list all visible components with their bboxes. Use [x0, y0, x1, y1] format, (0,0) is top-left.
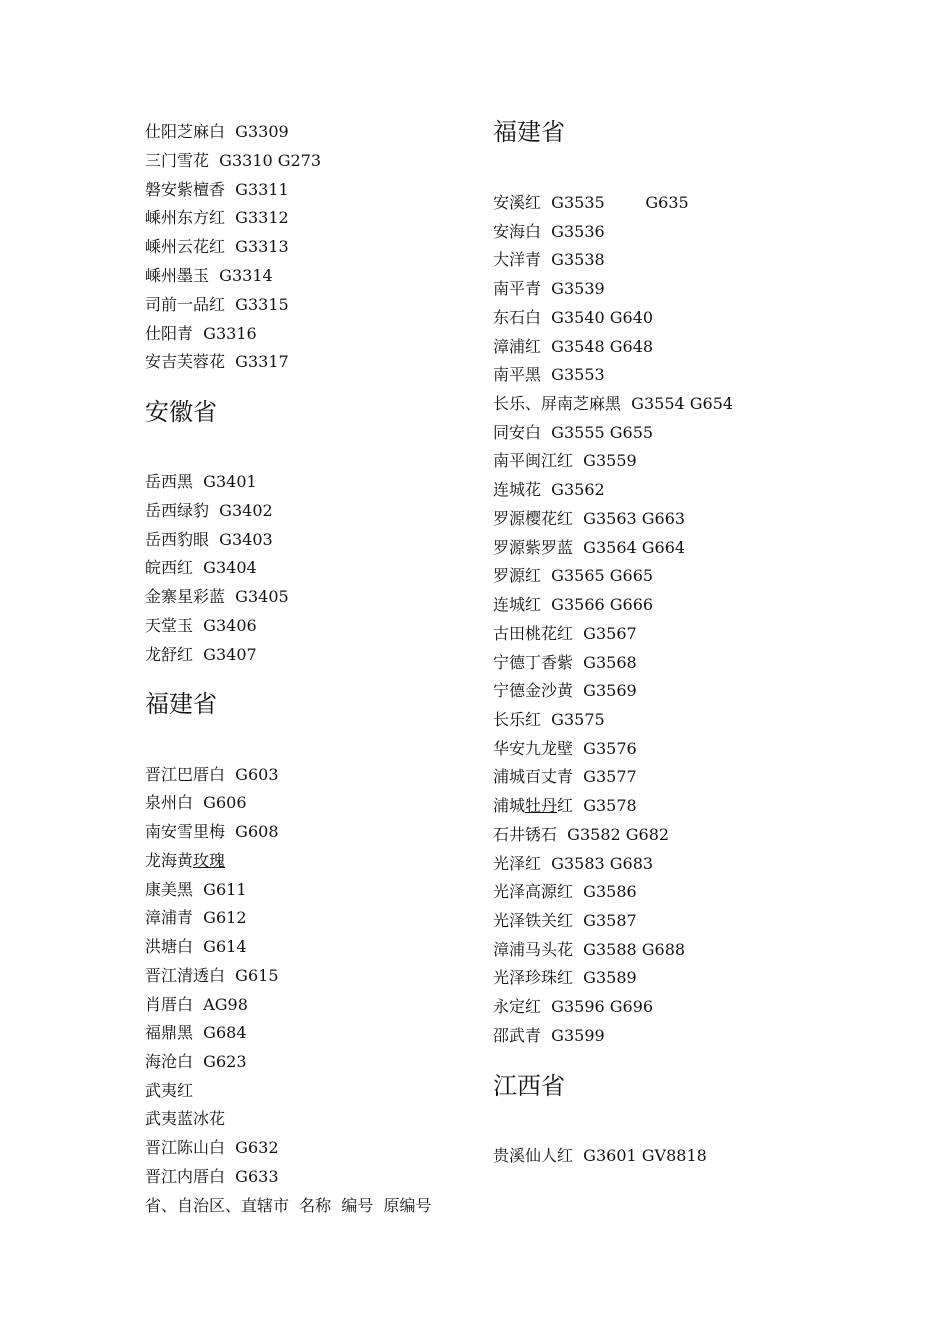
list-item: 晋江巴厝白 G603 — [145, 765, 279, 784]
list-item: 嵊州东方红 G3312 — [145, 208, 289, 227]
list-item: 海沧白 G623 — [145, 1052, 247, 1071]
section-heading-anhui: 安徽省 — [145, 398, 217, 426]
list-item-text: 浦城 — [493, 796, 526, 815]
list-item: 罗源红 G3565 G665 — [493, 566, 654, 585]
list-item — [493, 796, 637, 816]
list-item: 安吉芙蓉花 G3317 — [145, 352, 289, 371]
list-item: 安海白 G3536 — [493, 222, 605, 241]
list-item: 罗源紫罗蓝 G3564 G664 — [493, 538, 686, 557]
list-item: 天堂玉 G3406 — [145, 616, 257, 635]
list-item: 晋江陈山白 G632 — [145, 1138, 279, 1157]
section-heading-fujian: 福建省 — [145, 690, 217, 718]
list-item: 晋江清透白 G615 — [145, 966, 279, 985]
list-item: 皖西红 G3404 — [145, 558, 257, 577]
list-item: 宁德金沙黄 G3569 — [493, 681, 637, 700]
list-item: 石井锈石 G3582 G682 — [493, 825, 670, 844]
list-item: 岳西豹眼 G3403 — [145, 530, 273, 549]
list-item: 东石白 G3540 G640 — [493, 308, 654, 327]
list-item: 连城红 G3566 G666 — [493, 595, 654, 614]
list-item: 金寨星彩蓝 G3405 — [145, 587, 289, 606]
list-item: 大洋青 G3538 — [493, 250, 605, 269]
list-item: 贵溪仙人红 G3601 GV8818 — [493, 1146, 707, 1165]
list-item: 武夷蓝冰花 — [145, 1109, 226, 1128]
list-item: 泉州白 G606 — [145, 793, 247, 812]
list-item: 仕阳青 G3316 — [145, 324, 257, 343]
list-item: 永定红 G3596 G696 — [493, 997, 654, 1016]
section-heading-jiangxi: 江西省 — [493, 1072, 565, 1100]
list-item: 洪塘白 G614 — [145, 937, 247, 956]
list-item: 安溪红 G3535 G635 — [493, 193, 689, 212]
list-item: 嵊州墨玉 G3314 — [145, 266, 273, 285]
list-item-text: 红 G3578 — [557, 796, 637, 815]
list-item: 磐安紫檀香 G3311 — [145, 180, 289, 199]
list-item: 龙舒红 G3407 — [145, 645, 257, 664]
list-item: 光泽高源红 G3586 — [493, 882, 637, 901]
list-item: 仕阳芝麻白 G3309 — [145, 122, 289, 141]
list-item: 古田桃花红 G3567 — [493, 624, 637, 643]
list-item: 嵊州云花红 G3313 — [145, 237, 289, 256]
list-item: 岳西绿豹 G3402 — [145, 501, 273, 520]
list-item: 宁德丁香紫 G3568 — [493, 653, 637, 672]
list-item: 漳浦马头花 G3588 G688 — [493, 940, 686, 959]
section-heading-fujian: 福建省 — [493, 118, 565, 146]
list-item-text: 龙海黄 — [145, 851, 194, 870]
list-item — [145, 851, 225, 871]
list-item: 晋江内厝白 G633 — [145, 1167, 279, 1186]
list-item: 漳浦青 G612 — [145, 908, 247, 927]
list-item: 长乐、屏南芝麻黑 G3554 G654 — [493, 394, 734, 413]
list-item: 岳西黑 G3401 — [145, 472, 257, 491]
list-item: 南平黑 G3553 — [493, 365, 605, 384]
list-item: 光泽铁关红 G3587 — [493, 911, 637, 930]
list-item: 康美黑 G611 — [145, 880, 247, 899]
list-item: 浦城百丈青 G3577 — [493, 767, 637, 786]
underlined-text: 玫瑰 — [193, 851, 226, 870]
list-item: 南平青 G3539 — [493, 279, 605, 298]
list-item: 肖厝白 AG98 — [145, 995, 248, 1014]
list-item: 光泽珍珠红 G3589 — [493, 968, 637, 987]
list-item: 漳浦红 G3548 G648 — [493, 337, 654, 356]
list-item: 南平闽江红 G3559 — [493, 451, 637, 470]
list-item: 福鼎黑 G684 — [145, 1023, 247, 1042]
table-header-row: 省、自治区、直辖市 名称 编号 原编号 — [145, 1196, 432, 1215]
list-item: 长乐红 G3575 — [493, 710, 605, 729]
list-item: 华安九龙壁 G3576 — [493, 739, 637, 758]
list-item: 罗源樱花红 G3563 G663 — [493, 509, 686, 528]
list-item: 司前一品红 G3315 — [145, 295, 289, 314]
list-item: 光泽红 G3583 G683 — [493, 854, 654, 873]
list-item: 三门雪花 G3310 G273 — [145, 151, 322, 170]
list-item: 同安白 G3555 G655 — [493, 423, 654, 442]
list-item: 连城花 G3562 — [493, 480, 605, 499]
list-item: 邵武青 G3599 — [493, 1026, 605, 1045]
list-item: 武夷红 — [145, 1081, 194, 1100]
underlined-text: 牡丹 — [525, 796, 558, 815]
list-item: 南安雪里梅 G608 — [145, 822, 279, 841]
